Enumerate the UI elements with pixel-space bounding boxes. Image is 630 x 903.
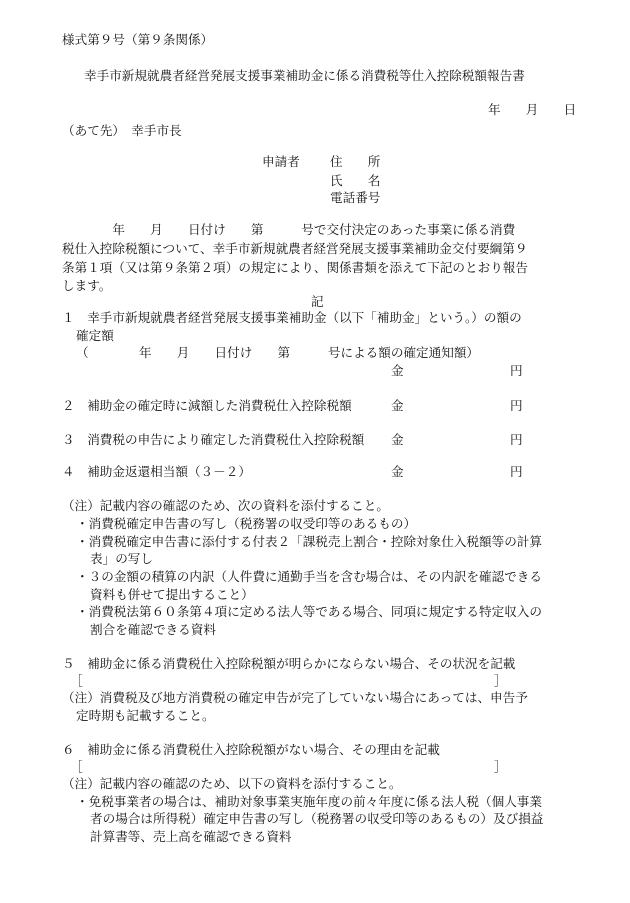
applicant-name-label: 氏 名 [330, 173, 381, 188]
addressee: （あて先） 幸手市長 [62, 123, 182, 138]
kiroku-heading: 記 [311, 294, 324, 309]
item-6-bracket-open: ［ [70, 759, 83, 774]
item-5-bracket-close: ］ [494, 673, 507, 688]
intro-line-1: 年 月 日付け 第 号で交付決定のあった事業に係る消費 [62, 222, 516, 237]
date-line: 年 月 日 [488, 102, 577, 117]
item-3: ３ 消費税の申告により確定した消費税仕入控除税額 [62, 432, 365, 447]
item-3-kin: 金 [391, 432, 404, 447]
document-title: 幸手市新規就農者経営発展支援事業補助金に係る消費税等仕入控除税額報告書 [84, 68, 525, 83]
applicant-address-label: 住 所 [330, 154, 381, 169]
item-1-line-1: １ 幸手市新規就農者経営発展支援事業補助金（以下「補助金」という。）の額の [62, 310, 522, 325]
applicant-phone-label: 電話番号 [330, 190, 381, 205]
note-1-bullet-1: ・消費税確定申告書の写し（税務署の収受印等のあるもの） [76, 516, 417, 531]
item-5-title: ５ 補助金に係る消費税仕入控除税額が明らかにならない場合、その状況を記載 [62, 656, 516, 671]
item-6-bullet-1a: ・免税事業者の場合は、補助対象事業実施年度の前々年度に係る法人税（個人事業 [76, 794, 542, 809]
item-5-bracket-open: ［ [70, 673, 83, 688]
item-6-note-heading: （注）記載内容の確認のため、以下の資料を添付すること。 [62, 776, 402, 791]
applicant-role: 申請者 [262, 154, 300, 169]
item-2: ２ 補助金の確定時に減額した消費税仕入控除税額 [62, 398, 352, 413]
note-1-bullet-3a: ・３の金額の積算の内訳（人件費に通勤手当を含む場合は、その内訳を確認できる [76, 569, 542, 584]
note-1-bullet-2b: 表」の写し [90, 551, 153, 566]
item-1-line-2: 確定額 [76, 328, 114, 343]
note-1-bullet-4b: 割合を確認できる資料 [90, 622, 216, 637]
intro-line-2: 税仕入控除税額について、幸手市新規就農者経営発展支援事業補助金交付要綱第９ [62, 241, 528, 256]
item-6-bullet-1b: 者の場合は所得税）確定申告書の写し（税務署の収受印等のあるもの）及び損益 [90, 811, 544, 826]
note-1-bullet-2a: ・消費税確定申告書に添付する付表２「課税売上割合・控除対象仕入税額等の計算 [76, 534, 542, 549]
intro-line-4: します。 [62, 278, 112, 293]
item-2-kin: 金 [391, 398, 404, 413]
item-1-kin: 金 [391, 363, 404, 378]
note-1-bullet-4a: ・消費税法第６０条第４項に定める法人等である場合、同項に規定する特定収入の [76, 604, 542, 619]
item-3-en: 円 [510, 432, 523, 447]
intro-line-3: 条第１項（又は第９条第２項）の規定により、関係書類を添えて下記のとおり報告 [62, 260, 528, 275]
note-1-bullet-3b: 資料も併せて提出すること） [90, 587, 254, 602]
item-2-en: 円 [510, 398, 523, 413]
item-6-bracket-close: ］ [494, 759, 507, 774]
item-5-note-b: 定時期も記載すること。 [76, 708, 215, 723]
form-label: 様式第９号（第９条関係） [62, 32, 214, 47]
item-6-title: ６ 補助金に係る消費税仕入控除税額がない場合、その理由を記載 [62, 742, 440, 757]
item-1-en: 円 [510, 363, 523, 378]
item-5-note-a: （注）消費税及び地方消費税の確定申告が完了していない場合にあっては、申告予 [62, 690, 528, 705]
item-4-kin: 金 [391, 464, 404, 479]
item-1-line-3: （ 年 月 日付け 第 号による額の確定通知額） [76, 345, 479, 360]
item-6-bullet-1c: 計算書等、売上高を確認できる資料 [90, 829, 292, 844]
note-1-heading: （注）記載内容の確認のため、次の資料を添付すること。 [62, 498, 389, 513]
item-4: ４ 補助金返還相当額（３－２） [62, 464, 251, 479]
item-4-en: 円 [510, 464, 523, 479]
